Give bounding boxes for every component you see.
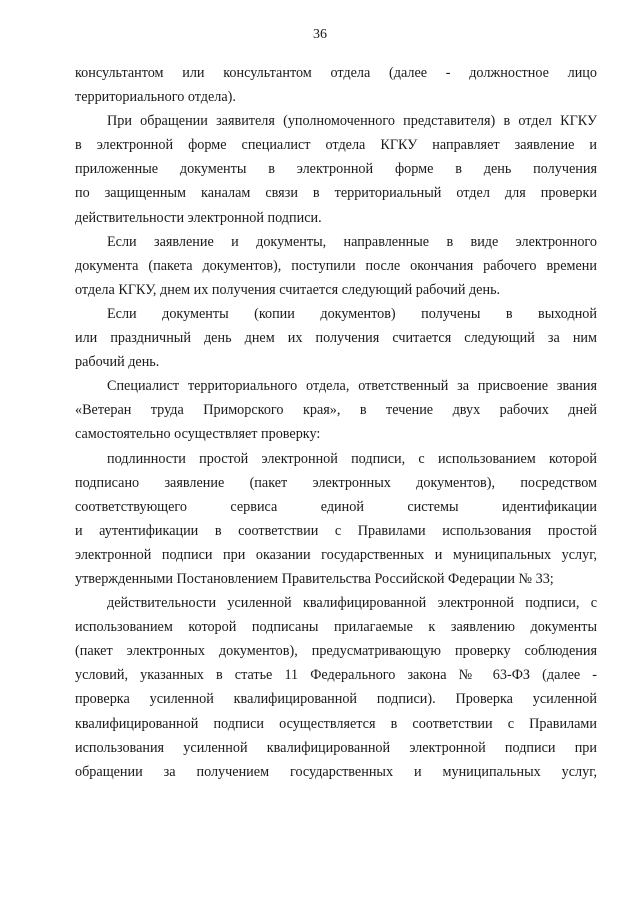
text-line: или праздничный день днем их получения считается следующий за ним xyxy=(75,330,597,347)
text-line: Специалист территориального отдела, ответственный за присвоение звания xyxy=(107,378,597,395)
page-number: 36 xyxy=(313,27,327,42)
text-line: рабочий день. xyxy=(75,354,160,371)
text-line: подлинности простой электронной подписи, с использованием которой xyxy=(107,450,597,467)
text-line: в электронной форме специалист отдела КГКУ направляет заявление и xyxy=(75,137,597,154)
paragraph-2 xyxy=(75,109,597,229)
text-line: (пакет электронных документов), предусматривающую проверку соблюдения xyxy=(75,643,597,660)
text-line: утвержденными Постановлением Правительства Российской Федерации № 33; xyxy=(75,570,554,587)
text-line: электронной подписи при оказании государственных и муниципальных услуг, xyxy=(75,546,597,563)
paragraph-6 xyxy=(75,447,597,592)
text-line: территориального отдела). xyxy=(75,89,236,106)
text-line: соответствующего сервиса единой системы идентификации xyxy=(75,498,597,515)
text-line: подписано заявление (пакет электронных документов), посредством xyxy=(75,474,597,491)
paragraph-5 xyxy=(75,374,597,446)
text-line: При обращении заявителя (уполномоченного представителя) в отдел КГКУ xyxy=(107,113,597,130)
text-line: отдела КГКУ, днем их получения считается следующий рабочий день. xyxy=(75,281,501,298)
text-line: самостоятельно осуществляет проверку: xyxy=(75,426,321,443)
text-line: консультантом или консультантом отдела (далее - должностное лицо xyxy=(75,65,597,81)
text-line: действительности усиленной квалифицированной электронной подписи, с xyxy=(107,595,597,612)
text-line: обращении за получением государственных и муниципальных услуг, xyxy=(75,763,597,780)
text-line: проверка усиленной квалифицированной подписи). Проверка усиленной xyxy=(75,691,597,708)
text-line: использования усиленной квалифицированной электронной подписи при xyxy=(75,739,597,756)
text-line: приложенные документы в электронной форме в день получения xyxy=(75,161,597,178)
text-line: по защищенным каналам связи в территориальный отдел для проверки xyxy=(75,185,597,202)
paragraph-4 xyxy=(75,302,597,374)
paragraph-3 xyxy=(75,230,597,302)
paragraph-7 xyxy=(75,591,597,784)
text-line: Если документы (копии документов) получены в выходной xyxy=(107,305,597,322)
text-line: «Ветеран труда Приморского края», в течение двух рабочих дней xyxy=(75,402,597,419)
text-line: Если заявление и документы, направленные в виде электронного xyxy=(107,233,597,250)
text-line: документа (пакета документов), поступили после окончания рабочего времени xyxy=(75,257,597,274)
text-line: использованием которой подписаны прилагаемые к заявлению документы xyxy=(75,619,597,636)
paragraph-1 xyxy=(75,61,597,109)
text-line: действительности электронной подписи. xyxy=(75,209,322,226)
text-line: условий, указанных в статье 11 Федерального закона № 63-ФЗ (далее - xyxy=(75,667,597,684)
document-body xyxy=(75,61,597,784)
text-line: квалифицированной подписи осуществляется в соответствии с Правилами xyxy=(75,715,597,732)
text-line: и аутентификации в соответствии с Правилами использования простой xyxy=(75,522,597,539)
